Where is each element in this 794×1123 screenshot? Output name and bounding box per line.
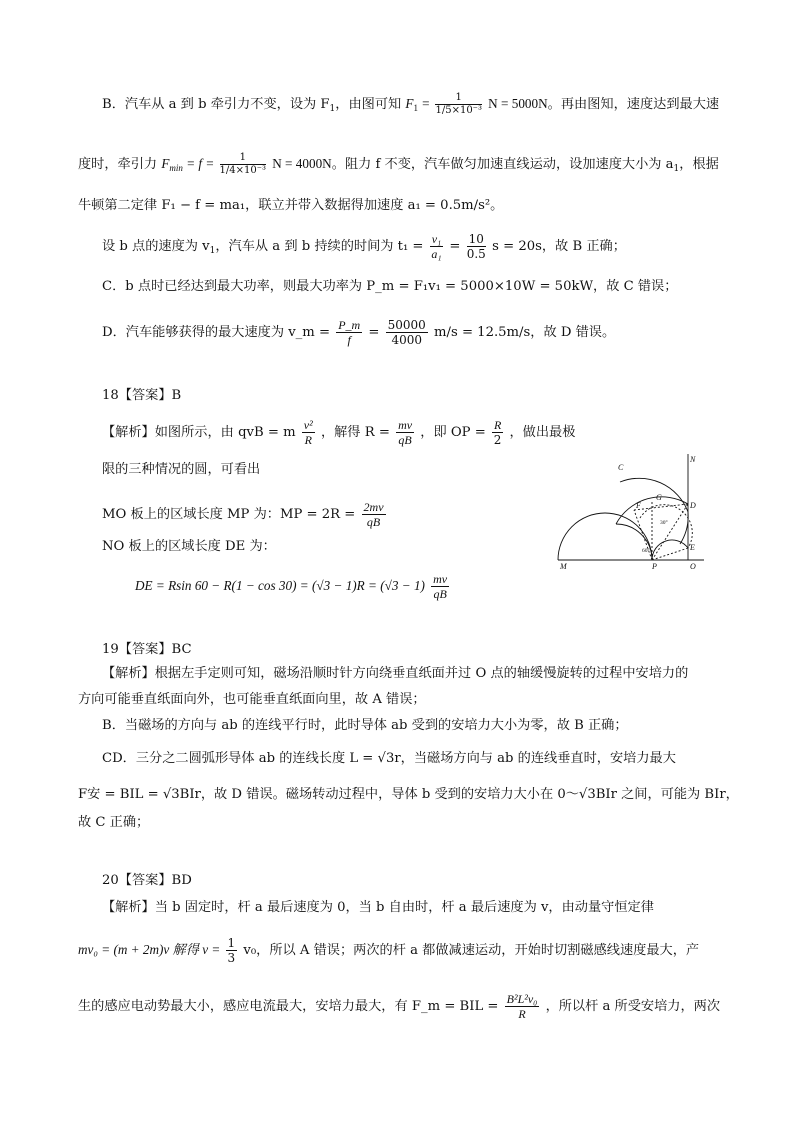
q19-line1: 【解析】根据左手定则可知，磁场沿顺时针方向绕垂直纸面并过 O 点的轴缓慢旋转的过程中安培力的 bbox=[102, 666, 689, 681]
q18-no-line: NO 板上的区域长度 DE 为： bbox=[102, 539, 276, 554]
label-E: E bbox=[690, 543, 695, 552]
label-P: P bbox=[652, 562, 657, 570]
q19-answer: 19【答案】BC bbox=[102, 642, 192, 657]
circle-arc-upper bbox=[620, 478, 688, 544]
q17-fraction-3: $\frac{\text{v₁}}{\text{a₁}}$ bbox=[431, 232, 442, 261]
q17-fraction-5: $\frac{P\_m}{f}$ bbox=[338, 318, 361, 347]
q18-fraction-2: $\frac{mv}{qB}$ bbox=[398, 418, 413, 447]
q17-b-line4: 设 b 点的速度为 $v_1$，汽车从 a 到 b 持续的时间为 t₁ = $\frac{\text{v₁}}{\text{a₁}}$ = $\frac{10}{0.5}$ s = 20s，故 B 正确； bbox=[102, 232, 626, 261]
label-D: D bbox=[690, 501, 696, 510]
q17-d-line: D．汽车能够获得的最大速度为 v_m = $\frac{P\_m}{f}$ = $\frac{50000}{4000}$ m/s = 12.5m/s，故 D 错误。 bbox=[102, 318, 616, 347]
q17-fraction-4: $\frac{10}{0.5}$ bbox=[466, 232, 486, 261]
q20-fraction-1: $\frac{1}{3}$ bbox=[227, 936, 236, 965]
angle-60-label: 60° bbox=[642, 548, 650, 554]
q18-de-line: DE = Rsin 60 − R(1 − cos 30) = (√3 − 1)R = (√3 − 1) $\frac{mv}{qB}$ bbox=[135, 572, 448, 601]
q17-fraction-6: $\frac{50000}{4000}$ bbox=[387, 318, 426, 347]
dashed-arc bbox=[640, 505, 692, 548]
q17-b-line2: 度时，牵引力 $F_{min} = f$ = $\frac{1}{\text{1/4×10⁻³}}$ N = 4000N。阻力 f 不变，汽车做匀加速直线运动，设加速度大小为 $a_1$，根据 bbox=[78, 152, 719, 176]
q20-line2: mv₀ = (m + 2m)v 解得 v = $\frac{1}{3}$ v₀，所以 A 错误；两次的杆 a 都做减速运动，开始时切割磁感线速度最大，产 bbox=[78, 936, 700, 965]
large-semicircle bbox=[558, 513, 652, 560]
q20-line3: 生的感应电动势最大小，感应电流最大，安培力最大，有 F_m = BIL = $\frac{\text{B²L²v₀}}{R}$ ，所以杆 a 所受安培力，两次 bbox=[78, 992, 721, 1021]
q20-fraction-2: $\frac{\text{B²L²v₀}}{R}$ bbox=[506, 992, 538, 1021]
q18-fraction-1: $\frac{\text{v²}}{R}$ bbox=[303, 418, 313, 447]
q18-fraction-4: $\frac{2mv}{qB}$ bbox=[363, 500, 384, 529]
angle-30-label: 30° bbox=[660, 520, 668, 526]
q19-line5: F安 = BIL = √3BIr，故 D 错误。磁场转动过程中，导体 b 受到的安培力大小在 0～√3BIr 之间，可能为 BIr， bbox=[78, 787, 739, 802]
q19-line4: CD．三分之二圆弧形导体 ab 的连线长度 L = √3r，当磁场方向与 ab 的连线垂直时，安培力最大 bbox=[102, 751, 676, 766]
label-F: F bbox=[636, 501, 641, 510]
label-N: N bbox=[690, 455, 696, 464]
q17-c-line: C．b 点时已经达到最大功率，则最大功率为 P_m = F₁v₁ = 5000×10W = 50kW，故 C 错误； bbox=[102, 279, 678, 294]
q18-analysis-line2: 限的三种情况的圆，可看出 bbox=[102, 462, 261, 477]
q19-line3: B．当磁场的方向与 ab 的连线平行时，此时导体 ab 受到的安培力大小为零，故 B 正确； bbox=[102, 718, 628, 733]
q18-fraction-3: $\frac{R}{2}$ bbox=[493, 418, 502, 447]
q20-line1: 【解析】当 b 固定时，杆 a 最后速度为 0，当 b 自由时，杆 a 最后速度为 v，由动量守恒定律 bbox=[102, 900, 654, 915]
q19-line2: 方向可能垂直纸面向外，也可能垂直纸面向里，故 A 错误； bbox=[78, 692, 426, 707]
q20-answer: 20【答案】BD bbox=[102, 873, 192, 888]
label-O: O bbox=[690, 562, 696, 570]
label-G: G bbox=[656, 493, 662, 502]
q18-answer: 18【答案】B bbox=[102, 388, 182, 403]
label-M: M bbox=[560, 562, 567, 570]
q18-analysis-line1: 【解析】如图所示，由 qvB = m $\frac{\text{v²}}{R}$ ，解得 R = $\frac{mv}{qB}$ ，即 OP = $\frac{R}{2}$ ，做出最极 bbox=[102, 418, 576, 447]
q17-b-line1: B．汽车从 a 到 b 牵引力不变，设为 $F_1$，由图可知 $F_1$ = $\frac{1}{\text{1/5×10⁻³}}$ N = 5000N。再由图知，速度达到最大速 bbox=[102, 92, 720, 116]
q18-mo-line: MO 板上的区域长度 MP 为：MP = 2R = $\frac{2mv}{qB}$ bbox=[102, 500, 384, 529]
q18-figure bbox=[552, 452, 712, 570]
label-C: C bbox=[618, 463, 624, 472]
q17-fraction-2: $\frac{1}{\text{1/4×10⁻³}}$ bbox=[219, 152, 267, 176]
q19-line6: 故 C 正确； bbox=[78, 815, 150, 830]
q17-b-line3: 牛顿第二定律 F₁ − f = ma₁，联立并带入数据得加速度 a₁ = 0.5m/s²。 bbox=[78, 198, 504, 213]
q18-fraction-5: $\frac{mv}{qB}$ bbox=[433, 572, 448, 601]
q17-fraction-1: $\frac{1}{\text{1/5×10⁻³}}$ bbox=[435, 92, 482, 116]
